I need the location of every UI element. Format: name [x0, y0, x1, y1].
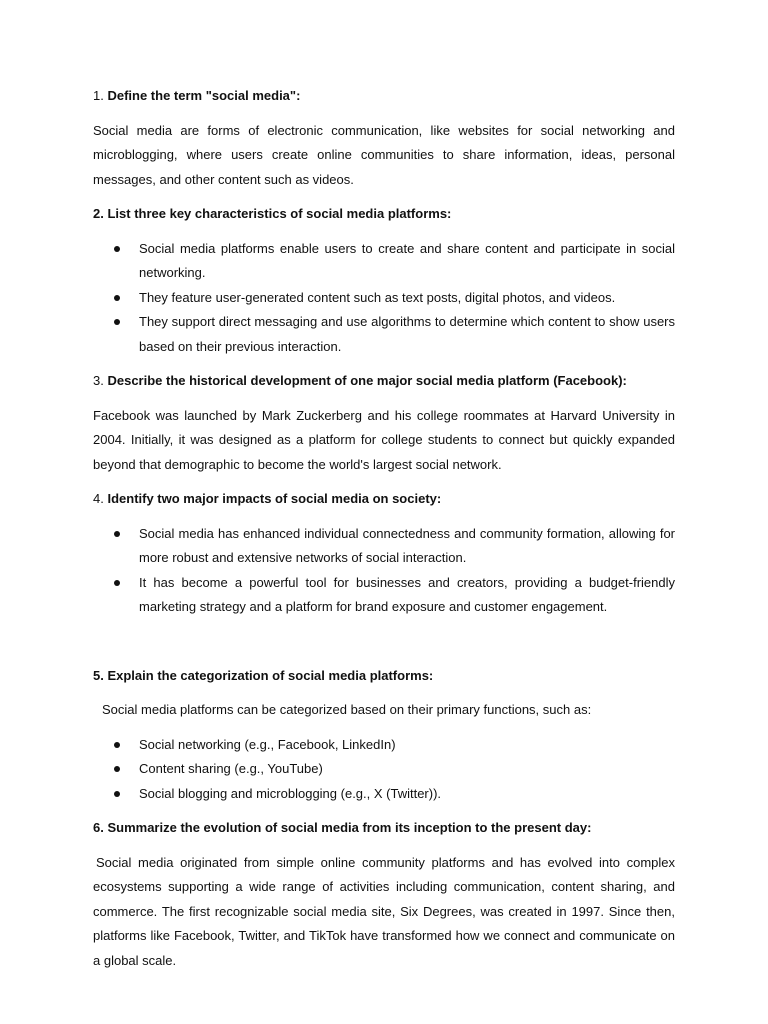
list-item-text: They support direct messaging and use algorithms to determine which content to show users based on their previous interaction. — [139, 314, 675, 354]
question-text: Summarize the evolution of social media from its inception to the present day: — [107, 820, 592, 835]
answer-2-list — [93, 237, 675, 360]
list-item-text: Social blogging and microblogging (e.g., X (Twitter)). — [139, 785, 442, 801]
list-item — [139, 571, 675, 620]
list-item — [139, 237, 675, 286]
question-text: Define the term "social media": — [107, 88, 301, 103]
question-5-heading — [93, 664, 675, 689]
bullet-icon — [114, 580, 120, 586]
bullet-icon — [114, 295, 120, 301]
bullet-icon — [114, 319, 120, 325]
document-page — [93, 84, 675, 973]
list-item — [139, 782, 675, 807]
list-item — [139, 757, 675, 782]
bullet-icon — [114, 791, 120, 797]
question-1-heading — [93, 84, 675, 109]
question-text: Describe the historical development of one major social media platform (Facebook): — [107, 373, 627, 388]
question-number: 6. — [93, 820, 104, 835]
question-number: 1. — [93, 88, 104, 103]
list-item-text: Content sharing (e.g., YouTube) — [139, 761, 323, 776]
question-number: 5. — [93, 667, 104, 683]
answer-4-list — [93, 522, 675, 620]
list-item-text: Social networking (e.g., Facebook, LinkedIn) — [139, 736, 396, 752]
list-item-text: It has become a powerful tool for businesses and creators, providing a budget-friendly marketing strategy and a platform for brand exposure and customer engagement. — [139, 574, 675, 614]
question-number: 3. — [93, 373, 104, 388]
question-3-heading — [93, 369, 675, 394]
answer-5-paragraph: Social media platforms can be categorized based on their primary functions, such as: — [102, 702, 592, 717]
bullet-icon — [114, 531, 120, 537]
question-6-heading — [93, 816, 675, 841]
question-text: List three key characteristics of social media platforms: — [107, 206, 452, 221]
answer-1-paragraph: Social media are forms of electronic communication, like websites for social networking and microblogging, where users create online communities to share information, ideas, personal messages, and other content such as videos. — [93, 122, 675, 187]
answer-3-paragraph: Facebook was launched by Mark Zuckerberg and his college roommates at Harvard University in 2004. Initially, it was designed as a platform for college students to connect but quickly expanded beyond that demographic to become the world's largest social network. — [93, 407, 675, 472]
list-item-text: Social media has enhanced individual connectedness and community formation, allowing for more robust and extensive networks of social interaction. — [139, 525, 675, 565]
list-item — [139, 733, 675, 758]
question-text: Explain the categorization of social media platforms: — [107, 667, 434, 683]
question-4-heading — [93, 487, 675, 512]
answer-6-paragraph: Social media originated from simple online community platforms and has evolved into complex ecosystems supporting a wide range of activities including communication, content sharing, and commerce. The first recognizable social media site, Six Degrees, was created in 1997. Since then, platforms like Facebook, Twitter, and TikTok have transformed how we connect and communicate on a global scale. — [93, 854, 675, 968]
bullet-icon — [114, 766, 120, 772]
question-number: 4. — [93, 491, 104, 506]
bullet-icon — [114, 246, 120, 252]
answer-5-list — [93, 733, 675, 807]
question-2-heading — [93, 202, 675, 227]
question-text: Identify two major impacts of social media on society: — [107, 491, 442, 506]
bullet-icon — [114, 742, 120, 748]
list-item-text: They feature user-generated content such as text posts, digital photos, and videos. — [139, 289, 616, 305]
list-item-text: Social media platforms enable users to create and share content and participate in social networking. — [139, 240, 675, 280]
list-item — [139, 286, 675, 311]
list-item — [139, 310, 675, 359]
list-item — [139, 522, 675, 571]
question-number: 2. — [93, 206, 104, 221]
